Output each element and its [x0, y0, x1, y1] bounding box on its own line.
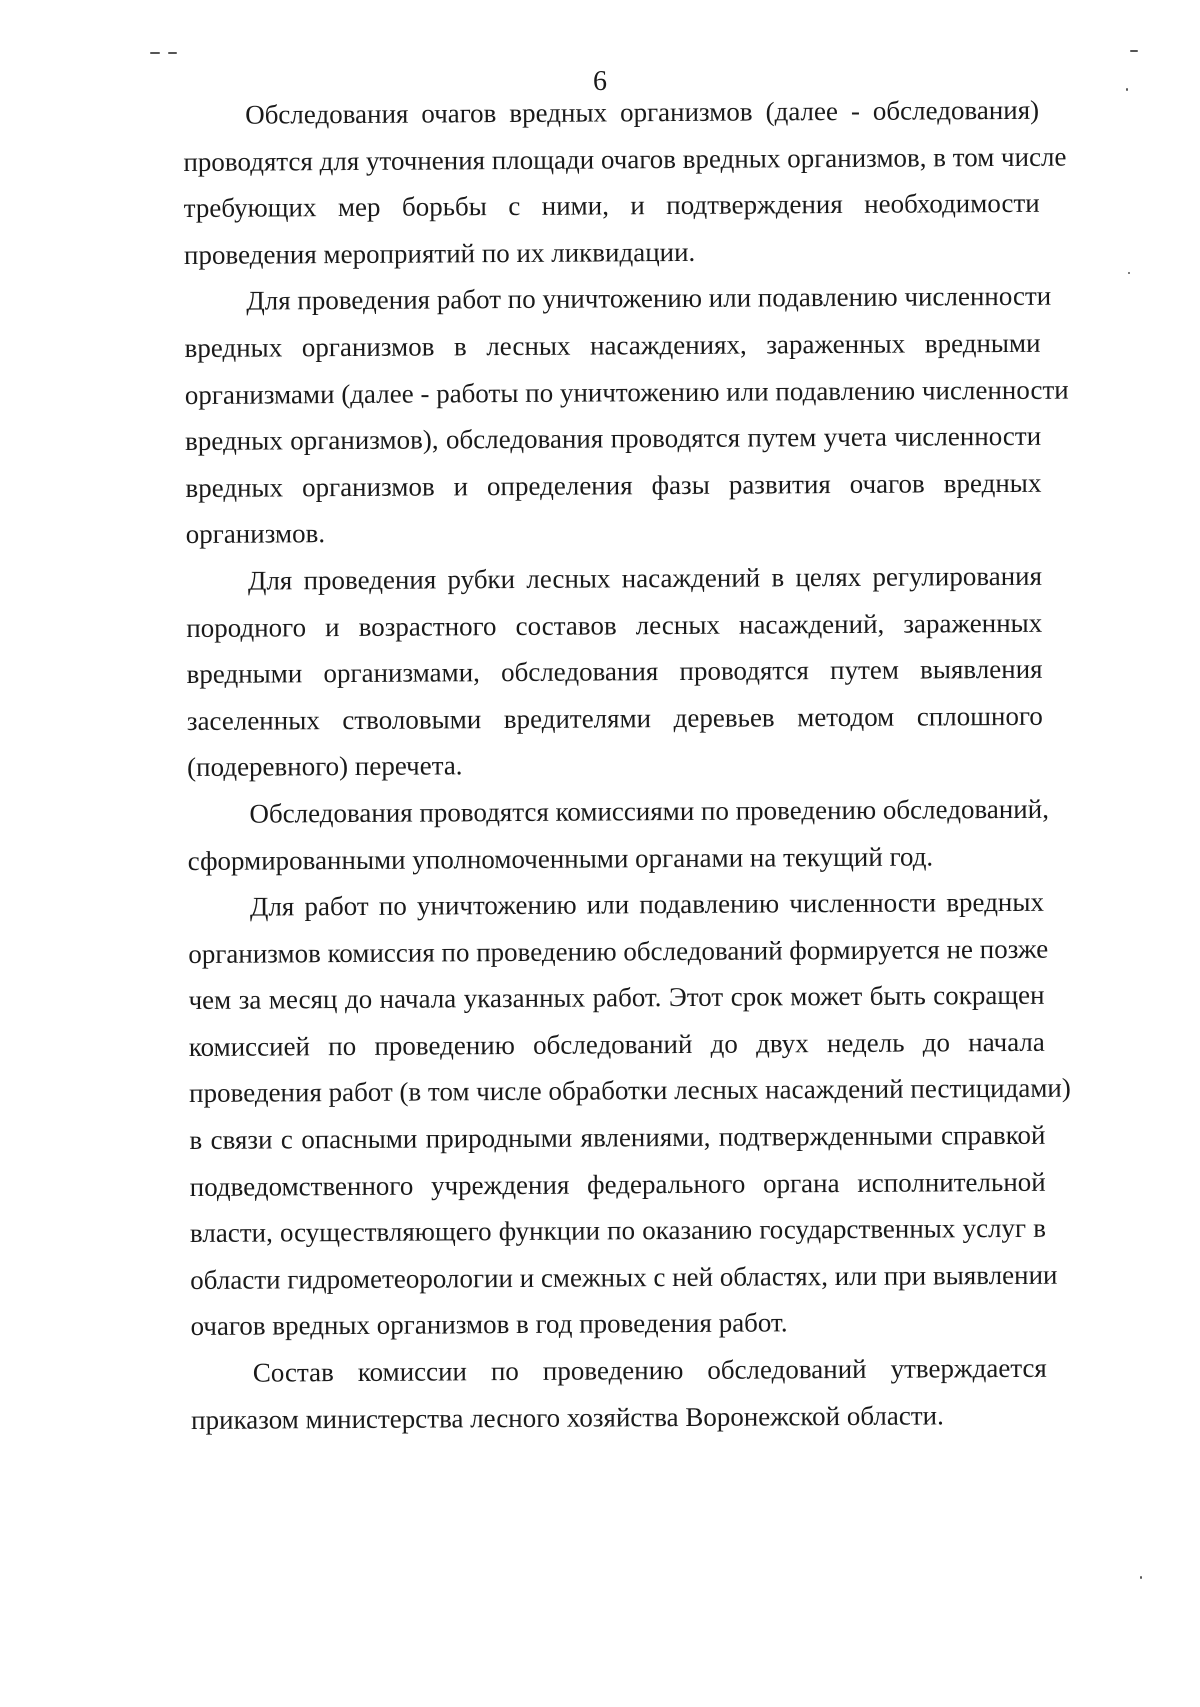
text-line: очагов вредных организмов в год проведения работ. [190, 1307, 788, 1342]
paragraph-4 [187, 786, 1050, 884]
paragraph-5 [188, 879, 1071, 1350]
text-line: комиссией по проведению обследований до двух недель до начала [188, 1026, 1045, 1062]
text-line: сформированными уполномоченными органами на текущий год. [187, 840, 934, 876]
paragraph-3 [186, 553, 1043, 791]
scan-speck [1126, 88, 1128, 91]
text-line: вредными организмами, обследования проводятся путем выявления [186, 653, 1043, 690]
text-line: власти, осуществляющего функции по оказанию государственных услуг в [189, 1213, 1047, 1249]
text-line: Обследования очагов вредных организмов (далее - обследования) [245, 94, 1040, 130]
text-line: подведомственного учреждения федерального органа исполнительной [189, 1166, 1046, 1202]
scan-speck [168, 52, 177, 54]
text-line: вредных организмов в лесных насаждениях, зараженных вредными [184, 327, 1041, 363]
scan-speck [150, 52, 160, 54]
text-line: проводятся для уточнения площади очагов вредных организмов, в том числе [183, 141, 1067, 177]
text-line: вредных организмов), обследования проводятся путем учета численности [185, 420, 1042, 457]
text-line: области гидрометеорологии и смежных с ней областях, или при выявлении [190, 1259, 1058, 1295]
text-line: чем за месяц до начала указанных работ. Этот срок может быть сокращен [188, 980, 1045, 1016]
text-line: требующих мер борьбы с ними, и подтверждения необходимости [183, 187, 1040, 224]
text-line: Для работ по уничтожению или подавлению численности вредных [249, 886, 1045, 922]
text-line: в связи с опасными природными явлениями, подтвержденными справкой [189, 1119, 1046, 1156]
scan-speck [1128, 272, 1130, 274]
text-line: (подеревного) перечета. [187, 750, 463, 783]
text-line: приказом министерства лесного хозяйства Воронежской области. [191, 1400, 944, 1435]
text-line: организмов. [185, 518, 326, 550]
text-line: заселенных стволовыми вредителями деревьев методом сплошного [186, 700, 1043, 736]
text-line: вредных организмов и определения фазы развития очагов вредных [185, 467, 1042, 503]
text-line: организмами (далее - работы по уничтожению или подавлению численности [184, 374, 1069, 410]
scan-speck [1140, 1576, 1142, 1579]
paragraph-2 [184, 273, 1069, 558]
document-body [183, 87, 1071, 1443]
scan-speck [1130, 50, 1138, 52]
text-line: Состав комиссии по проведению обследований утверждается [252, 1352, 1047, 1388]
text-line: породного и возрастного составов лесных насаждений, зараженных [186, 607, 1043, 643]
text-line: проведения мероприятий по их ликвидации. [183, 236, 696, 270]
text-line: Для проведения работ по уничтожению или подавлению численности [246, 281, 1052, 316]
paragraph-6 [191, 1345, 1048, 1443]
text-line: Обследования проводятся комиссиями по проведению обследований, [249, 793, 1050, 829]
paragraph-1 [183, 87, 1067, 279]
text-line: Для проведения рубки лесных насаждений в целях регулирования [247, 560, 1043, 596]
text-line: организмов комиссия по проведению обследований формируется не позже [188, 933, 1049, 969]
page-number: 6 [593, 66, 607, 97]
text-line: проведения работ (в том числе обработки лесных насаждений пестицидами) [189, 1073, 1071, 1109]
